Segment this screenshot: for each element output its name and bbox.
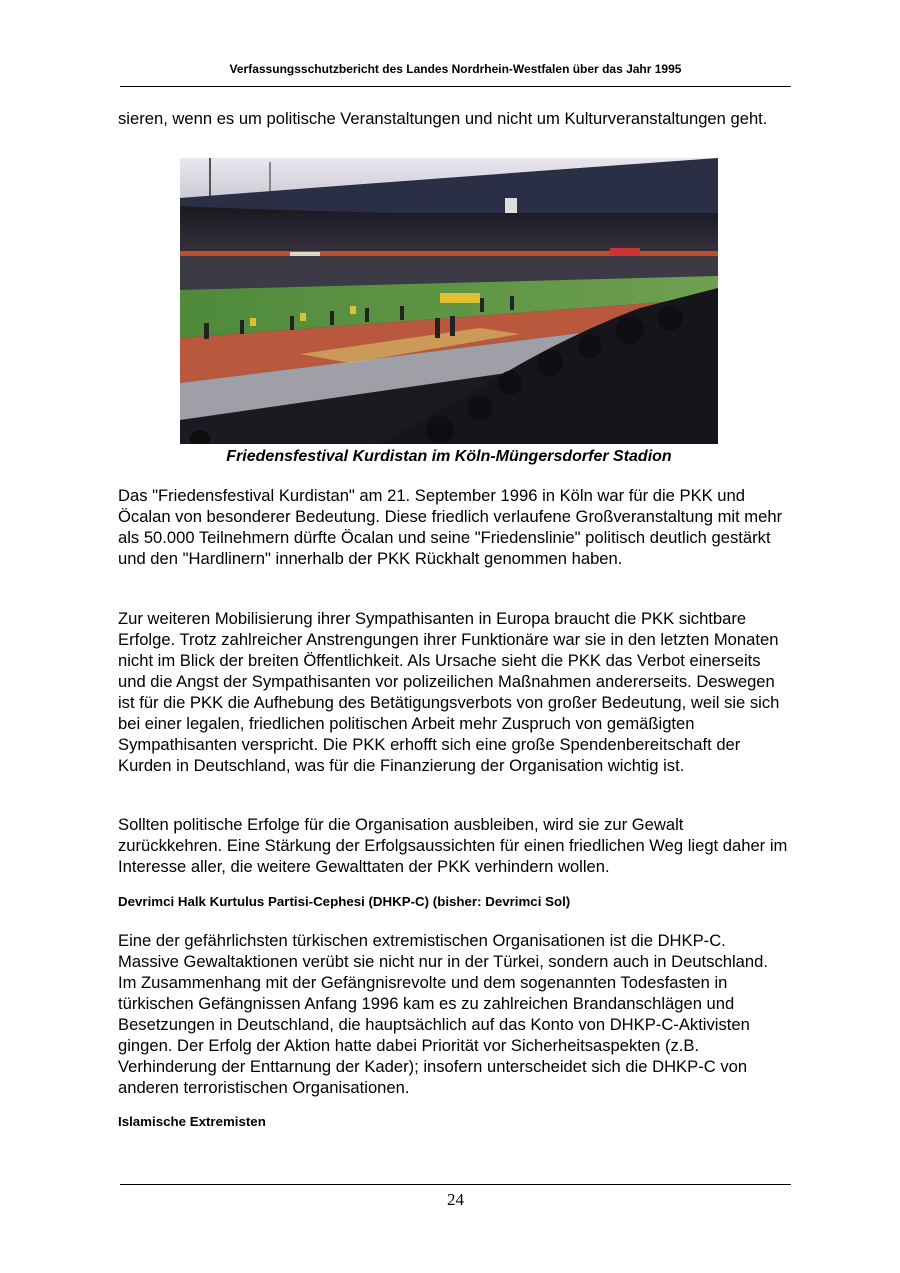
footer-rule	[120, 1184, 791, 1185]
paragraph-festival: Das "Friedensfestival Kurdistan" am 21. September 1996 in Köln war für die PKK und Öcalan von besonderer Bedeutung. Diese friedlich verlaufene Großveranstaltung mit mehr als 50.000 Teilnehmern dürfte Öcalan und seine "Friedenslinie" politisch deutlich gestärkt und den "Hardlinern" innerhalb der PKK Rückhalt genommen haben.	[118, 486, 783, 568]
paragraph-gewalt: Sollten politische Erfolge für die Organisation ausbleiben, wird sie zur Gewalt zurückkehren. Eine Stärkung der Erfolgsaussichten für einen friedlichen Weg liegt daher im Interesse aller, die weitere Gewalttaten der PKK verhindern wollen.	[118, 815, 788, 876]
section-heading-dhkpc: Devrimci Halk Kurtulus Partisi-Cephesi (DHKP-C) (bisher: Devrimci Sol)	[118, 894, 571, 909]
page-number: 24	[447, 1190, 464, 1209]
header-rule	[120, 86, 791, 87]
stadium-photo	[180, 158, 718, 444]
intro-paragraph: sieren, wenn es um politische Veranstaltungen und nicht um Kulturveranstaltungen geht.	[118, 109, 768, 128]
paragraph-dhkpc: Eine der gefährlichsten türkischen extremistischen Organisationen ist die DHKP-C. Massive Gewaltaktionen verübt sie nicht nur in der Türkei, sondern auch in Deutschland. Im Zusammenhang mit der Gefängnisrevolte und dem sogenannten Todesfasten in türkischen Gefängnissen Anfang 1996 kam es zu zahlreichen Brandanschlägen und Besetzungen in Deutschland, die hauptsächlich auf das Konto von DHKP-C-Aktivisten gingen. Der Erfolg der Aktion hatte dabei Priorität vor Sicherheitsaspekten (z.B. Verhinderung der Enttarnung der Kader); insofern unterscheidet sich die DHKP-C von anderen terroristischen Organisationen.	[118, 931, 768, 1097]
paragraph-mobilisierung: Zur weiteren Mobilisierung ihrer Sympathisanten in Europa braucht die PKK sichtbare Erfolge. Trotz zahlreicher Anstrengungen ihrer Funktionäre war sie in den letzten Monaten nicht im Blick der breiten Öffentlichkeit. Als Ursache sieht die PKK das Verbot einerseits und die Angst der Sympathisanten vor polizeilichen Maßnahmen andererseits. Deswegen ist für die PKK die Aufhebung des Betätigungsverbots von großer Bedeutung, weil sie sich bei einer legalen, friedlichen politischen Arbeit mehr Zuspruch von gemäßigten Sympathisanten verspricht. Die PKK erhofft sich eine große Spendenbereitschaft der Kurden in Deutschland, was für die Finanzierung der Organisation wichtig ist.	[118, 609, 780, 775]
running-header: Verfassungsschutzbericht des Landes Nordrhein-Westfalen über das Jahr 1995	[229, 62, 682, 76]
figure-caption: Friedensfestival Kurdistan im Köln-Müngersdorfer Stadion	[226, 448, 672, 465]
section-heading-islam: Islamische Extremisten	[118, 1114, 266, 1129]
